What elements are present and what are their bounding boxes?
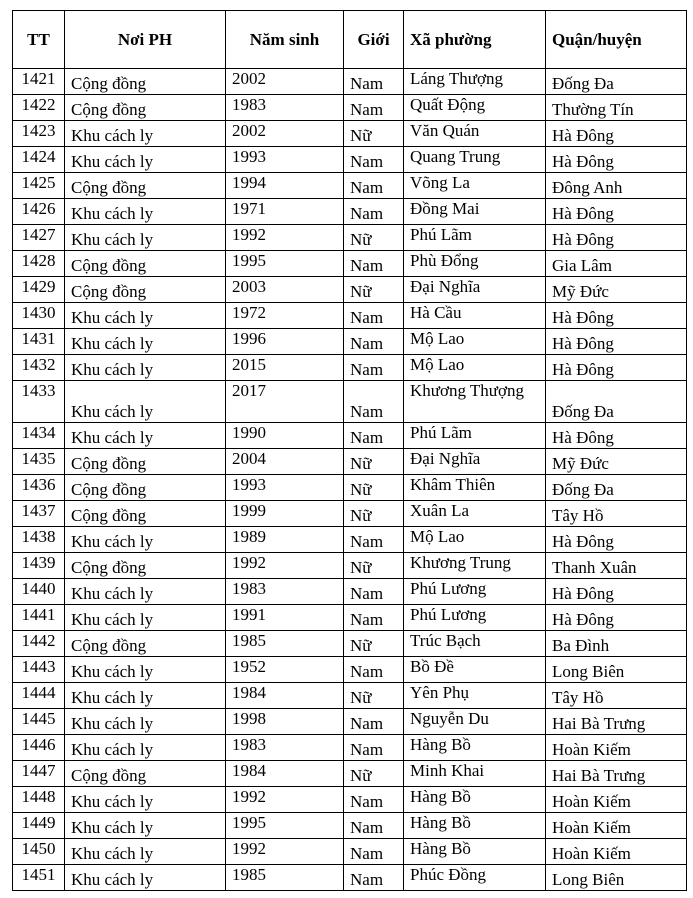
cell-tt: 1448 (13, 787, 65, 813)
cell-tt: 1422 (13, 95, 65, 121)
cell-nam-sinh: 1992 (226, 839, 344, 865)
cell-tt: 1445 (13, 709, 65, 735)
cell-nam-sinh: 1990 (226, 423, 344, 449)
table-row (13, 277, 687, 303)
cell-nam-sinh: 1985 (226, 631, 344, 657)
cell-xa-phuong: Phú Lương (404, 605, 546, 631)
cell-tt: 1432 (13, 355, 65, 381)
table-row (13, 251, 687, 277)
table-row (13, 501, 687, 527)
cell-tt: 1441 (13, 605, 65, 631)
cell-noi-ph: Khu cách ly (65, 423, 226, 449)
cell-xa-phuong: Quang Trung (404, 147, 546, 173)
cell-xa-phuong: Đại Nghĩa (404, 449, 546, 475)
header-tt: TT (13, 11, 65, 69)
cell-tt: 1426 (13, 199, 65, 225)
cell-quan-huyen: Gia Lâm (546, 251, 687, 277)
cell-gioi: Nam (344, 199, 404, 225)
cell-gioi: Nam (344, 865, 404, 891)
cell-quan-huyen: Hà Đông (546, 199, 687, 225)
cell-xa-phuong: Yên Phụ (404, 683, 546, 709)
cell-nam-sinh: 2002 (226, 121, 344, 147)
cell-quan-huyen: Hà Đông (546, 605, 687, 631)
cell-gioi: Nam (344, 303, 404, 329)
cell-quan-huyen: Hà Đông (546, 423, 687, 449)
cell-xa-phuong: Khương Thượng (404, 381, 546, 423)
cell-tt: 1449 (13, 813, 65, 839)
cell-noi-ph: Khu cách ly (65, 381, 226, 423)
cell-noi-ph: Khu cách ly (65, 121, 226, 147)
cell-noi-ph: Khu cách ly (65, 579, 226, 605)
table-row (13, 865, 687, 891)
cell-xa-phuong: Hàng Bồ (404, 813, 546, 839)
cell-xa-phuong: Phú Lãm (404, 225, 546, 251)
cell-gioi: Nữ (344, 501, 404, 527)
cell-quan-huyen: Hoàn Kiếm (546, 787, 687, 813)
cell-quan-huyen: Mỹ Đức (546, 449, 687, 475)
table-row (13, 475, 687, 501)
cell-quan-huyen: Hoàn Kiếm (546, 839, 687, 865)
table-row (13, 813, 687, 839)
cell-noi-ph: Khu cách ly (65, 735, 226, 761)
cell-xa-phuong: Bồ Đề (404, 657, 546, 683)
table-row (13, 303, 687, 329)
cell-tt: 1443 (13, 657, 65, 683)
cell-gioi: Nữ (344, 553, 404, 579)
cell-gioi: Nam (344, 173, 404, 199)
cell-nam-sinh: 1993 (226, 147, 344, 173)
cell-gioi: Nữ (344, 475, 404, 501)
cell-xa-phuong: Khương Trung (404, 553, 546, 579)
cell-nam-sinh: 1984 (226, 683, 344, 709)
cell-noi-ph: Khu cách ly (65, 303, 226, 329)
cell-gioi: Nam (344, 381, 404, 423)
cell-quan-huyen: Đông Anh (546, 173, 687, 199)
cell-quan-huyen: Hai Bà Trưng (546, 761, 687, 787)
cell-tt: 1438 (13, 527, 65, 553)
cell-tt: 1425 (13, 173, 65, 199)
cell-quan-huyen: Đống Đa (546, 475, 687, 501)
header-noi-ph: Nơi PH (65, 11, 226, 69)
table-row (13, 147, 687, 173)
table-row (13, 329, 687, 355)
cell-tt: 1447 (13, 761, 65, 787)
cell-noi-ph: Khu cách ly (65, 605, 226, 631)
cell-gioi: Nam (344, 735, 404, 761)
cell-tt: 1423 (13, 121, 65, 147)
case-table (12, 10, 687, 891)
cell-gioi: Nam (344, 579, 404, 605)
table-row (13, 355, 687, 381)
cell-xa-phuong: Phúc Đồng (404, 865, 546, 891)
cell-nam-sinh: 1992 (226, 553, 344, 579)
cell-quan-huyen: Hà Đông (546, 579, 687, 605)
cell-noi-ph: Cộng đồng (65, 449, 226, 475)
cell-quan-huyen: Long Biên (546, 865, 687, 891)
cell-gioi: Nam (344, 527, 404, 553)
cell-gioi: Nữ (344, 683, 404, 709)
cell-xa-phuong: Láng Thượng (404, 69, 546, 95)
cell-xa-phuong: Xuân La (404, 501, 546, 527)
cell-nam-sinh: 1998 (226, 709, 344, 735)
table-row (13, 95, 687, 121)
cell-tt: 1446 (13, 735, 65, 761)
cell-nam-sinh: 1972 (226, 303, 344, 329)
cell-quan-huyen: Hà Đông (546, 303, 687, 329)
cell-noi-ph: Cộng đồng (65, 631, 226, 657)
table-row (13, 787, 687, 813)
cell-noi-ph: Cộng đồng (65, 501, 226, 527)
table-row (13, 735, 687, 761)
cell-tt: 1440 (13, 579, 65, 605)
cell-xa-phuong: Phú Lãm (404, 423, 546, 449)
cell-nam-sinh: 1994 (226, 173, 344, 199)
cell-quan-huyen: Hà Đông (546, 147, 687, 173)
header-row (13, 11, 687, 69)
table-row (13, 709, 687, 735)
header-quan-huyen: Quận/huyện (546, 11, 687, 69)
cell-nam-sinh: 1984 (226, 761, 344, 787)
cell-noi-ph: Khu cách ly (65, 355, 226, 381)
cell-tt: 1424 (13, 147, 65, 173)
cell-noi-ph: Cộng đồng (65, 95, 226, 121)
cell-gioi: Nữ (344, 121, 404, 147)
cell-tt: 1427 (13, 225, 65, 251)
cell-tt: 1451 (13, 865, 65, 891)
cell-nam-sinh: 1995 (226, 813, 344, 839)
cell-xa-phuong: Hà Cầu (404, 303, 546, 329)
cell-tt: 1442 (13, 631, 65, 657)
cell-xa-phuong: Mộ Lao (404, 355, 546, 381)
cell-nam-sinh: 2004 (226, 449, 344, 475)
cell-nam-sinh: 1996 (226, 329, 344, 355)
cell-quan-huyen: Thanh Xuân (546, 553, 687, 579)
header-nam-sinh: Năm sinh (226, 11, 344, 69)
cell-noi-ph: Khu cách ly (65, 199, 226, 225)
cell-xa-phuong: Mộ Lao (404, 329, 546, 355)
cell-tt: 1430 (13, 303, 65, 329)
cell-xa-phuong: Võng La (404, 173, 546, 199)
cell-gioi: Nữ (344, 761, 404, 787)
table-row (13, 449, 687, 475)
cell-xa-phuong: Mộ Lao (404, 527, 546, 553)
cell-xa-phuong: Nguyễn Du (404, 709, 546, 735)
cell-gioi: Nam (344, 787, 404, 813)
cell-gioi: Nam (344, 147, 404, 173)
cell-gioi: Nam (344, 605, 404, 631)
cell-nam-sinh: 1971 (226, 199, 344, 225)
cell-quan-huyen: Tây Hồ (546, 501, 687, 527)
cell-nam-sinh: 1993 (226, 475, 344, 501)
cell-noi-ph: Khu cách ly (65, 839, 226, 865)
cell-gioi: Nữ (344, 449, 404, 475)
cell-noi-ph: Cộng đồng (65, 69, 226, 95)
cell-nam-sinh: 1992 (226, 787, 344, 813)
cell-quan-huyen: Hà Đông (546, 329, 687, 355)
cell-gioi: Nam (344, 709, 404, 735)
cell-noi-ph: Khu cách ly (65, 329, 226, 355)
table-row (13, 527, 687, 553)
cell-nam-sinh: 1983 (226, 95, 344, 121)
cell-tt: 1437 (13, 501, 65, 527)
cell-nam-sinh: 1991 (226, 605, 344, 631)
cell-gioi: Nam (344, 657, 404, 683)
cell-gioi: Nam (344, 69, 404, 95)
cell-gioi: Nam (344, 423, 404, 449)
cell-tt: 1436 (13, 475, 65, 501)
cell-tt: 1450 (13, 839, 65, 865)
cell-xa-phuong: Trúc Bạch (404, 631, 546, 657)
cell-tt: 1444 (13, 683, 65, 709)
cell-nam-sinh: 1989 (226, 527, 344, 553)
table-row (13, 423, 687, 449)
cell-gioi: Nam (344, 329, 404, 355)
table-row (13, 173, 687, 199)
cell-nam-sinh: 1985 (226, 865, 344, 891)
cell-gioi: Nữ (344, 225, 404, 251)
cell-quan-huyen: Thường Tín (546, 95, 687, 121)
table-row (13, 657, 687, 683)
cell-quan-huyen: Ba Đình (546, 631, 687, 657)
table-row (13, 121, 687, 147)
table-row (13, 631, 687, 657)
cell-gioi: Nam (344, 355, 404, 381)
cell-tt: 1429 (13, 277, 65, 303)
cell-quan-huyen: Mỹ Đức (546, 277, 687, 303)
cell-gioi: Nữ (344, 631, 404, 657)
table-row (13, 225, 687, 251)
table-row (13, 839, 687, 865)
cell-xa-phuong: Văn Quán (404, 121, 546, 147)
cell-gioi: Nam (344, 813, 404, 839)
table-row (13, 69, 687, 95)
cell-tt: 1428 (13, 251, 65, 277)
cell-nam-sinh: 2003 (226, 277, 344, 303)
cell-quan-huyen: Hà Đông (546, 121, 687, 147)
cell-noi-ph: Cộng đồng (65, 553, 226, 579)
cell-quan-huyen: Hà Đông (546, 225, 687, 251)
header-gioi: Giới (344, 11, 404, 69)
table-row (13, 683, 687, 709)
cell-tt: 1435 (13, 449, 65, 475)
cell-quan-huyen: Đống Đa (546, 69, 687, 95)
cell-noi-ph: Khu cách ly (65, 683, 226, 709)
cell-xa-phuong: Khâm Thiên (404, 475, 546, 501)
cell-tt: 1433 (13, 381, 65, 423)
cell-tt: 1431 (13, 329, 65, 355)
table-row (13, 579, 687, 605)
cell-xa-phuong: Hàng Bồ (404, 735, 546, 761)
cell-xa-phuong: Đồng Mai (404, 199, 546, 225)
cell-quan-huyen: Hoàn Kiếm (546, 813, 687, 839)
table-row (13, 553, 687, 579)
cell-nam-sinh: 1983 (226, 735, 344, 761)
cell-gioi: Nam (344, 95, 404, 121)
cell-xa-phuong: Hàng Bồ (404, 787, 546, 813)
cell-quan-huyen: Hai Bà Trưng (546, 709, 687, 735)
cell-noi-ph: Khu cách ly (65, 709, 226, 735)
cell-xa-phuong: Quất Động (404, 95, 546, 121)
cell-noi-ph: Khu cách ly (65, 813, 226, 839)
table-row (13, 199, 687, 225)
cell-quan-huyen: Hà Đông (546, 527, 687, 553)
cell-noi-ph: Cộng đồng (65, 277, 226, 303)
cell-tt: 1439 (13, 553, 65, 579)
cell-noi-ph: Khu cách ly (65, 657, 226, 683)
cell-noi-ph: Khu cách ly (65, 865, 226, 891)
cell-xa-phuong: Phù Đổng (404, 251, 546, 277)
cell-nam-sinh: 1995 (226, 251, 344, 277)
cell-quan-huyen: Tây Hồ (546, 683, 687, 709)
cell-noi-ph: Cộng đồng (65, 475, 226, 501)
cell-nam-sinh: 2017 (226, 381, 344, 423)
cell-tt: 1421 (13, 69, 65, 95)
table-row (13, 381, 687, 423)
cell-nam-sinh: 1992 (226, 225, 344, 251)
cell-quan-huyen: Hoàn Kiếm (546, 735, 687, 761)
cell-noi-ph: Cộng đồng (65, 251, 226, 277)
cell-xa-phuong: Minh Khai (404, 761, 546, 787)
cell-nam-sinh: 1999 (226, 501, 344, 527)
cell-noi-ph: Khu cách ly (65, 527, 226, 553)
cell-quan-huyen: Long Biên (546, 657, 687, 683)
cell-nam-sinh: 1952 (226, 657, 344, 683)
cell-xa-phuong: Đại Nghĩa (404, 277, 546, 303)
cell-gioi: Nam (344, 251, 404, 277)
cell-gioi: Nam (344, 839, 404, 865)
table-row (13, 761, 687, 787)
cell-xa-phuong: Hàng Bồ (404, 839, 546, 865)
cell-noi-ph: Khu cách ly (65, 787, 226, 813)
cell-tt: 1434 (13, 423, 65, 449)
cell-noi-ph: Cộng đồng (65, 173, 226, 199)
cell-noi-ph: Khu cách ly (65, 147, 226, 173)
cell-gioi: Nữ (344, 277, 404, 303)
header-xa-phuong: Xã phường (404, 11, 546, 69)
cell-nam-sinh: 1983 (226, 579, 344, 605)
table-row (13, 605, 687, 631)
cell-noi-ph: Cộng đồng (65, 761, 226, 787)
cell-quan-huyen: Đống Đa (546, 381, 687, 423)
cell-nam-sinh: 2015 (226, 355, 344, 381)
cell-quan-huyen: Hà Đông (546, 355, 687, 381)
cell-xa-phuong: Phú Lương (404, 579, 546, 605)
cell-nam-sinh: 2002 (226, 69, 344, 95)
cell-noi-ph: Khu cách ly (65, 225, 226, 251)
